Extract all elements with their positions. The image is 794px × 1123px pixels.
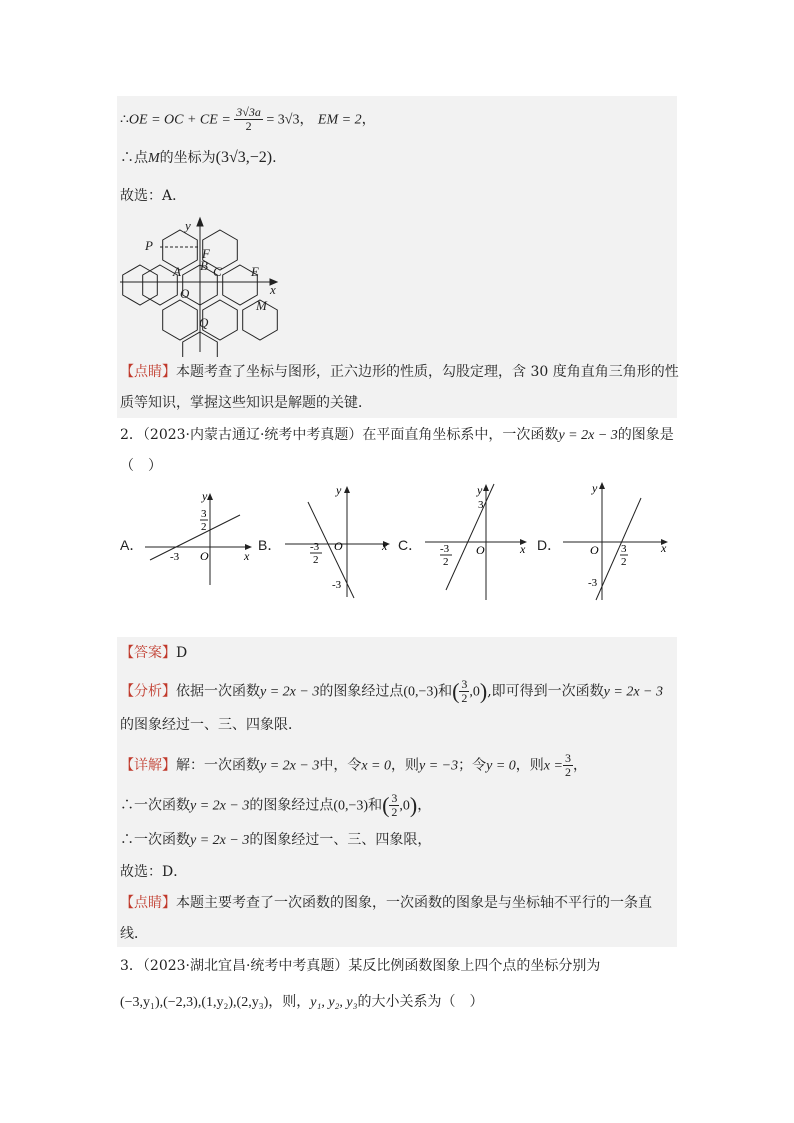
graph-line-c [446,484,494,590]
therefore-symbol: ∴ [120,111,129,128]
text: ∴点 [120,150,148,166]
axis-label-x: x [244,549,250,563]
text: 的图象经过一、三、四象限， [249,832,432,848]
comment-text: 本题考查了坐标与图形，正六边形的性质，勾股定理，含 30 度角直角三角形的性 [176,364,679,380]
tick-numerator: -3 [440,543,450,555]
tick-numerator: 3 [201,508,207,520]
text: ∴一次函数 [120,832,190,848]
origin-label: O [334,539,343,553]
fraction-3-2 [459,678,469,705]
function-expression: y = 2x − 3 [603,684,663,700]
tick-numerator: 3 [621,543,627,555]
label-o: O [180,286,190,301]
text: 的图象经过点 [249,797,334,814]
point-0-neg3: (0,−3) [403,684,439,700]
condition: x = [543,758,563,774]
label-e: E [251,264,259,279]
comment2-line-1 [120,893,652,913]
comma: ， [361,111,376,128]
paren: ) [409,792,418,818]
axis-label-y: y [202,490,208,503]
point-tail: ,0 [399,798,410,814]
option-c-graph[interactable] [420,480,532,604]
solution-line-oe [120,106,376,133]
text: ，则， [268,994,311,1010]
function-expression: y = 2x − 3 [190,798,250,814]
answer-tag: 【答案】 [120,645,176,661]
question-3-stem: 3．（2023·湖北宜昌·统考中考真题）某反比例函数图象上四个点的坐标分别为 [120,958,601,974]
tick-denominator: 2 [313,554,319,566]
hexagon-figure [115,212,285,357]
tick-3: 3 [478,499,484,511]
axis-label-y: y [336,483,342,497]
option-a-label[interactable]: A． [120,537,144,553]
option-b-label[interactable]: B． [258,537,282,553]
comment-tag: 【点睛】 [120,895,176,911]
axis-label-x: x [382,539,388,553]
text: ，则 [391,757,419,774]
answer-line [120,643,187,663]
numerator: 3 [391,791,398,805]
text: ，则 [515,757,544,774]
label-a: A [173,264,181,279]
condition: x = 0 [361,758,391,774]
label-x: x [270,282,276,297]
comment-tag: 【点睛】 [120,364,176,380]
text: 的坐标为 [159,150,216,166]
axis-label-x: x [661,541,667,555]
paren: ) [479,678,488,704]
denominator: 2 [391,805,398,819]
analysis-line-2: 的图象经过一、三、四象限． [120,717,302,733]
comment-line-2 [120,393,372,413]
fraction-3root3a [234,106,263,133]
text: ,即可得到一次函数 [487,683,604,700]
coordinate-m: (3√3,−2) [215,149,273,166]
text: 和 [438,683,453,700]
points-list: (−3,y₁),(−2,3),(1,y₂),(2,y₃) [120,995,269,1010]
tick-denominator: 2 [201,521,207,533]
tick-neg3: -3 [588,577,598,589]
comma: ， [572,757,587,774]
tick-numerator: -3 [310,541,320,553]
function-expression: y = 2x − 3 [558,428,618,443]
option-d-graph[interactable] [558,478,673,604]
solution-choice: 故选：A． [120,188,187,204]
comma: ， [299,111,314,128]
label-b: B [200,258,208,273]
label-y: y [185,218,191,233]
question-2-paren: （ ） [120,458,162,474]
question-text: 2．（2023·内蒙古通辽·统考中考真题）在平面直角坐标系中，一次函数 [120,427,559,443]
numerator: 3 [461,677,468,691]
comment2-line-2: 线． [120,926,148,942]
y-axis-arrow [197,218,203,226]
text: 的大小关系为（ ） [357,994,484,1010]
option-d-label[interactable]: D． [537,537,562,553]
denominator: 2 [564,765,571,779]
graph-line-a [150,515,240,560]
period: . [272,150,277,166]
numerator: 3√3a [236,105,261,119]
option-b-graph[interactable] [280,482,395,602]
label-q: Q [199,315,209,330]
label-m: M [256,298,267,313]
question-2-stem [120,425,674,446]
condition: y = −3 [419,758,459,774]
function-expression: y = 2x − 3 [260,684,320,700]
condition: y = 0 [486,758,516,774]
answer-value: D [176,645,188,661]
label-c: C [213,264,222,279]
point-m: M [148,151,160,166]
analysis-tag: 【分析】 [120,683,176,700]
question-text: 的图象是 [617,427,674,443]
option-c-label[interactable]: C． [398,537,423,553]
tick-neg3: -3 [170,551,180,563]
comma: ， [417,797,432,814]
text: 的图象经过点 [319,683,404,700]
denominator: 2 [245,119,252,133]
fraction-3-2 [389,792,399,819]
text: 中，令 [319,757,362,774]
label-f: F [202,246,210,261]
variables: y₁, y₂, y₃ [310,995,358,1010]
paren: ( [382,792,390,818]
comment-line-1 [120,362,679,382]
detail-line-1 [120,752,587,779]
option-a-graph[interactable] [140,490,255,590]
fraction-3-2 [563,752,573,779]
origin-label: O [476,543,485,557]
comment-text: 本题主要考查了一次函数的图象，一次函数的图象是与坐标轴不平行的一条直 [176,895,652,911]
point-0-neg3: (0,−3) [333,798,369,814]
tick-neg3: -3 [332,579,342,591]
comment-text: 质等知识，掌握这些知识是解题的关键． [120,395,372,411]
question-3-line-2 [120,992,483,1013]
detail-line-2 [120,792,431,819]
axis-label-y: y [592,481,598,495]
detail-line-4: 故选：D． [120,864,188,880]
axis-label-x: x [520,542,526,556]
graph-line-d [596,498,641,600]
equation-em: EM = 2 [317,112,362,128]
function-expression: y = 2x − 3 [190,833,250,848]
label-p: P [145,238,153,253]
text: ∴一次函数 [120,797,190,814]
equation-result: = 3√3 [262,112,300,128]
origin-label: O [200,549,209,563]
text: 解：一次函数 [176,757,260,774]
function-expression: y = 2x − 3 [260,758,320,774]
hexagon [123,265,158,305]
detail-line-3 [120,830,431,851]
analysis-line-1 [120,678,663,705]
text: 依据一次函数 [176,683,260,700]
denominator: 2 [461,691,468,705]
hexagon [163,300,198,340]
text: 和 [368,797,383,814]
numerator: 3 [564,751,571,765]
tick-denominator: 2 [443,556,449,568]
point-tail: ,0 [469,684,480,700]
paren: ( [452,678,460,704]
tick-denominator: 2 [621,556,627,568]
equation-oe: OE = OC + CE = [128,112,235,128]
axis-label-y: y [477,483,483,497]
origin-label: O [590,543,599,557]
solution-line-m [120,148,277,169]
text: ；令 [458,757,487,774]
detail-tag: 【详解】 [120,757,176,774]
